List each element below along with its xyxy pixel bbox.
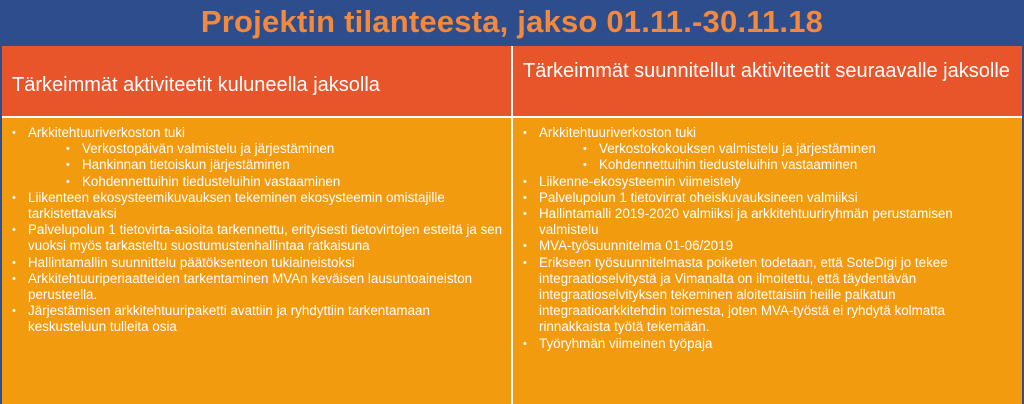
list-item [521, 141, 1016, 157]
list-item-text: Verkostokokouksen valmistelu ja järjestäminen [599, 141, 876, 157]
list-item-text: Hallintamallin suunnittelu päätöksenteon tukiaineistoksi [28, 254, 355, 270]
bullet-icon: • [66, 159, 70, 172]
list-item-text: Palvelupolun 1 tietovirta-asioita tarkennettu, erityisesti tietovirtojen esteitä ja sen vuoksi myös tarkasteltu suostumustenhallintaa ratkaisuna [28, 222, 503, 254]
bullet-icon: • [523, 175, 527, 188]
status-table [2, 46, 1022, 404]
bullet-icon: • [66, 143, 70, 156]
list-item [521, 206, 1016, 238]
bullet-icon: • [583, 143, 587, 156]
list-item-text: Kohdennettuihin tiedusteluihin vastaaminen [599, 157, 858, 173]
list-item [10, 190, 505, 222]
list-item-text: Hallintamalli 2019-2020 valmiiksi ja arkkitehtuuriryhmän perustamisen valmistelu [539, 206, 953, 238]
list-item [10, 303, 505, 335]
list-item [10, 222, 505, 254]
list-item-text: Erikseen työsuunnitelmasta poiketen todetaan, että SoteDigi jo tekee integraatioselvitystä ja Vimanalta on ilmoitettu, että täydentävän integraatioselvityksen tekeminen aloitettaisiin heille palkatun integraatioarkkitehdin toimesta, joten MVA-työstä ei ryhdytä kolmatta rinnakkaista työtä tekemään. [539, 254, 948, 335]
list-item-text: Verkostopäivän valmistelu ja järjestäminen [82, 141, 335, 157]
bullet-icon: • [66, 175, 70, 188]
planned-activities-list [521, 125, 1016, 352]
slide-title: Projektin tilanteesta, jakso 01.11.-30.11.18 [200, 4, 824, 39]
bullet-icon: • [12, 127, 16, 139]
left-column-heading: Tärkeimmät aktiviteetit kuluneella jaksolla [2, 46, 513, 118]
list-item [521, 157, 1016, 173]
list-item-text: Palvelupolun 1 tietovirrat oheiskuvauksineen valmiiksi [539, 189, 858, 205]
bullet-icon: • [523, 127, 527, 139]
list-item [10, 157, 505, 173]
list-item-text: Arkkitehtuuriperiaatteiden tarkentaminen MVAn keväisen lausuntoaineiston perusteella. [28, 270, 473, 303]
bullet-icon: • [12, 305, 16, 318]
bullet-icon: • [12, 256, 16, 269]
bullet-icon: • [583, 159, 587, 172]
list-item-text: Hankinnan tietoiskun järjestäminen [82, 157, 290, 173]
bullet-icon: • [523, 240, 527, 253]
bullet-icon: • [523, 256, 527, 269]
list-item [10, 174, 505, 190]
list-item [521, 336, 1016, 352]
list-item-text: Kohdennettuihin tiedusteluihin vastaaminen [82, 173, 341, 189]
list-item [521, 238, 1016, 254]
list-item [10, 125, 505, 141]
list-item-text: Järjestämisen arkkitehtuuripaketti avattiin ja ryhdyttiin tarkentamaan keskusteluun tulleita osia [28, 303, 430, 335]
right-column-heading: Tärkeimmät suunnitellut aktiviteetit seuraavalle jaksolle [513, 46, 1022, 118]
right-column-body [513, 118, 1022, 404]
bullet-icon: • [523, 208, 527, 221]
list-item-text: MVA-työsuunnitelma 01-06/2019 [539, 238, 734, 254]
list-item [10, 255, 505, 271]
list-item-text: Liikenteen ekosysteemikuvauksen tekeminen ekosysteemin omistajille tarkistettavaksi [28, 189, 445, 222]
list-item-text: Liikenne-ekosysteemin viimeistely [539, 173, 741, 189]
list-item-text: Työryhmän viimeinen työpaja [539, 335, 713, 351]
completed-activities-list [10, 125, 505, 336]
list-item-text: Arkkitehtuuriverkoston tuki [28, 125, 186, 140]
list-item-text: Arkkitehtuuriverkoston tuki [539, 125, 697, 140]
bullet-icon: • [12, 272, 16, 285]
list-item [521, 190, 1016, 206]
list-item [521, 125, 1016, 141]
bullet-icon: • [523, 191, 527, 204]
bullet-icon: • [12, 224, 16, 237]
list-item [521, 174, 1016, 190]
list-item [521, 255, 1016, 336]
bullet-icon: • [523, 337, 527, 350]
left-column-body [2, 118, 513, 404]
list-item [10, 141, 505, 157]
bullet-icon: • [12, 191, 16, 204]
list-item [10, 271, 505, 303]
